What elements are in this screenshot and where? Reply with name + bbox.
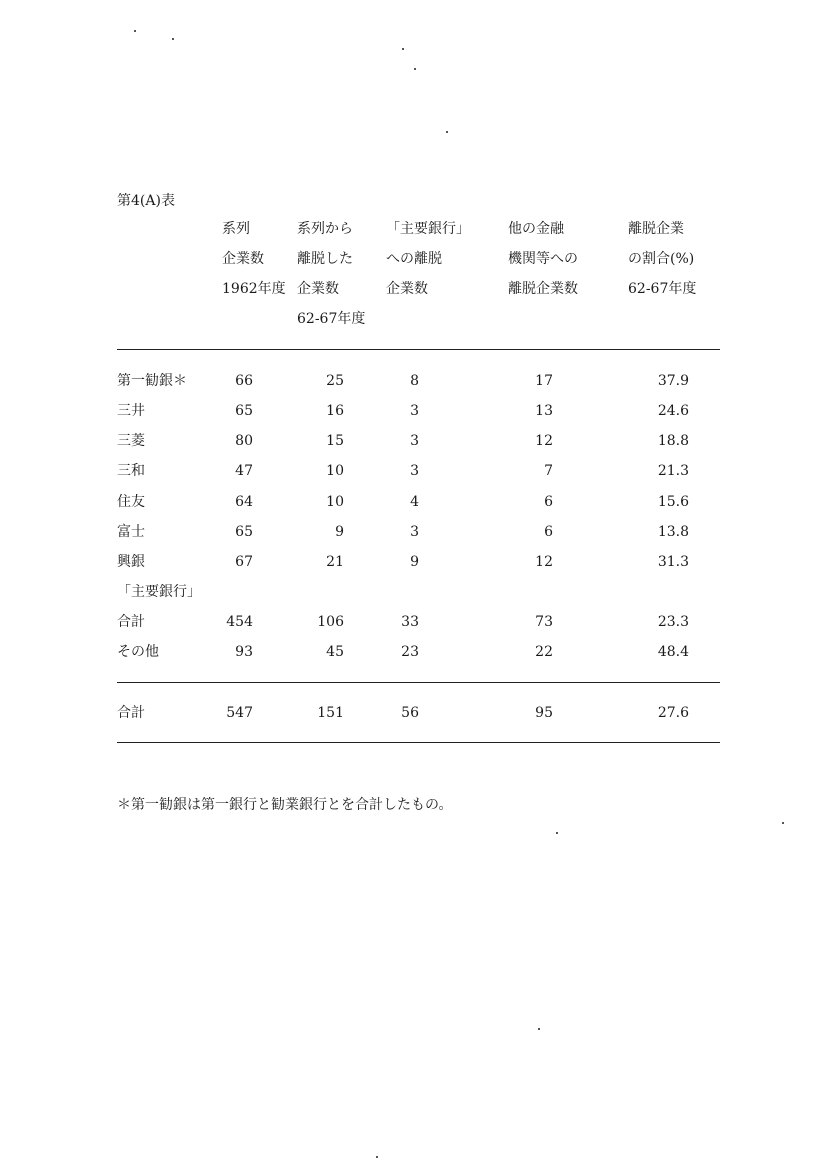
scan-speck xyxy=(782,822,784,824)
table-title: 第4(A)表 xyxy=(117,193,175,209)
document-page: 第4(A)表 系列 企業数 1962年度 系列から 離脱した 企業数 62-67年度 「主要銀行」 への離脱 企業数 他の金融 機関等への 離脱企業数 離脱企業 の割合(%) 62-67年度 第一勧銀＊ 66 25 8 17 37.9 三井 65 16 3 13 24.6 三菱 80 15 3 12 18.8 三和 47 10 3 7 21.3 住友 64 10 4 6 15.6 富士 65 9 3 6 13.8 興銀 67 21 9 12 31.3 「主要銀行」 合計 454 106 33 73 23.3 その他 93 45 23 22 48.4 合計 547 151 56 95 27.6 ＊第一勧銀は第一銀行と勧業銀行とを合計したもの。 xyxy=(0,0,827,1170)
scan-speck xyxy=(376,1156,378,1158)
header-col-to-main-banks: 「主要銀行」 への離脱 企業数 xyxy=(386,221,470,297)
header-col-keiretsu-count: 系列 企業数 1962年度 xyxy=(222,221,286,297)
header-rule xyxy=(117,349,720,350)
footnote: ＊第一勧銀は第一銀行と勧業銀行とを合計したもの。 xyxy=(117,797,453,813)
total-rule xyxy=(117,682,720,683)
scan-speck xyxy=(556,832,558,834)
scan-speck xyxy=(134,30,136,32)
scan-speck xyxy=(402,48,404,50)
scan-speck xyxy=(414,68,416,70)
header-col-left-keiretsu: 系列から 離脱した 企業数 62-67年度 xyxy=(297,221,366,327)
scan-speck xyxy=(172,38,174,40)
bottom-rule xyxy=(117,742,720,743)
scan-speck xyxy=(538,1028,540,1030)
header-col-departure-ratio: 離脱企業 の割合(%) 62-67年度 xyxy=(628,221,697,297)
header-col-to-other-institutions: 他の金融 機関等への 離脱企業数 xyxy=(508,221,578,297)
scan-speck xyxy=(446,131,448,133)
group-label: 「主要銀行」 xyxy=(117,584,201,600)
